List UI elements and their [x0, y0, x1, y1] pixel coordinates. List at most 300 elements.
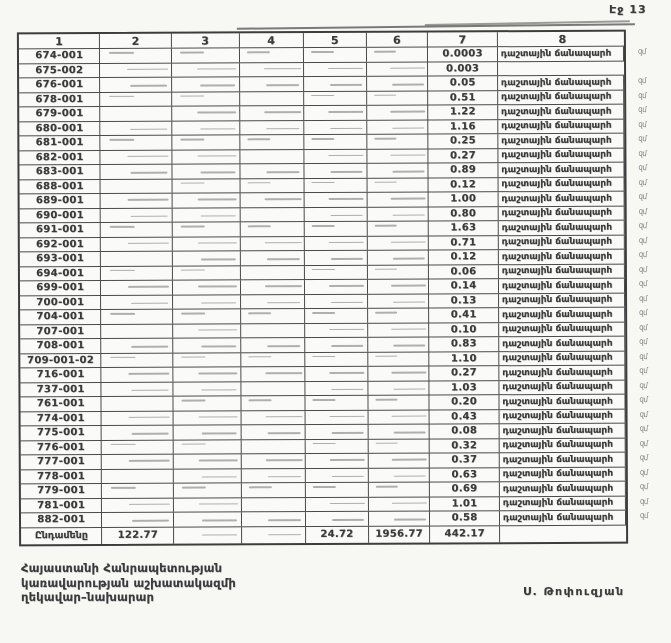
empty-cell — [367, 77, 429, 91]
area-value-cell: 1.00 — [429, 192, 499, 206]
empty-cell — [240, 280, 305, 294]
area-value-cell: 0.80 — [429, 207, 499, 221]
parcel-code-cell: 776-001 — [21, 440, 103, 454]
parcel-code-cell: 690-001 — [20, 208, 102, 222]
empty-cell — [174, 411, 242, 425]
empty-cell — [101, 252, 173, 266]
empty-cell — [240, 164, 305, 178]
empty-cell — [240, 179, 305, 193]
area-value-cell: 0.32 — [430, 439, 500, 453]
road-note-cell: դաշտային ճանապարհ — [498, 177, 624, 191]
empty-cell — [306, 381, 369, 395]
empty-cell — [368, 454, 430, 468]
parcel-code-cell: 682-001 — [19, 150, 101, 164]
empty-cell — [305, 222, 368, 236]
empty-cell — [240, 251, 305, 265]
road-note-cell: դաշտային ճանապարհ — [500, 467, 626, 481]
empty-cell — [367, 222, 429, 236]
empty-cell — [304, 91, 367, 105]
area-value-cell: 0.41 — [429, 308, 499, 322]
road-note-cell: դաշտային ճանապարհ — [499, 308, 625, 322]
empty-cell — [172, 92, 240, 106]
area-value-cell: 0.83 — [429, 337, 499, 351]
area-value-cell: 0.0003 — [428, 47, 498, 61]
handwritten-margin-mark: զմ — [637, 46, 647, 57]
handwritten-margin-mark: զմ — [638, 133, 647, 144]
area-value-cell: 0.71 — [429, 236, 499, 250]
parcel-code-cell: 688-001 — [20, 179, 102, 193]
empty-cell — [239, 48, 304, 62]
empty-cell — [102, 368, 174, 382]
parcel-code-cell: 679-001 — [19, 107, 101, 121]
empty-cell — [306, 483, 369, 497]
handwritten-margin-mark: զմ — [638, 307, 648, 318]
empty-cell — [305, 280, 368, 294]
empty-cell — [368, 338, 430, 352]
parcel-code-cell: 678-001 — [19, 92, 101, 106]
empty-cell — [173, 396, 241, 410]
empty-cell — [305, 352, 368, 366]
handwritten-margin-mark: զմ — [638, 177, 647, 188]
empty-cell — [305, 236, 368, 250]
empty-cell — [173, 193, 241, 207]
empty-cell — [240, 77, 305, 91]
road-note-cell: դաշտային ճանապարհ — [499, 279, 625, 293]
empty-cell — [174, 498, 242, 512]
empty-cell — [241, 411, 306, 425]
empty-cell — [102, 411, 174, 425]
empty-cell — [306, 396, 369, 410]
empty-cell — [368, 251, 430, 265]
total-col6-cell: 1956.77 — [369, 526, 431, 542]
empty-cell — [101, 179, 173, 193]
empty-cell — [367, 62, 429, 76]
empty-cell — [305, 294, 368, 308]
handwritten-margin-mark: զմ — [639, 452, 649, 463]
empty-cell — [172, 135, 240, 149]
area-value-cell: 0.63 — [430, 468, 500, 482]
authority-line: կառավարության աշխատակազմի — [21, 575, 236, 590]
empty-cell — [101, 223, 173, 237]
empty-cell — [173, 324, 241, 338]
empty-cell — [305, 265, 368, 279]
empty-cell — [240, 106, 305, 120]
empty-cell — [304, 135, 367, 149]
total-col2-cell: 122.77 — [102, 527, 174, 543]
empty-cell — [241, 498, 306, 512]
road-note-cell: դաշտային ճանապարհ — [499, 438, 625, 452]
road-note-cell: դաշտային ճանապարհ — [498, 76, 624, 90]
empty-cell — [240, 150, 305, 164]
parcel-code-cell: 694-001 — [20, 266, 102, 280]
empty-cell — [101, 237, 173, 251]
empty-cell — [368, 468, 430, 482]
road-note-cell: դաշտային ճանապարհ — [499, 395, 625, 409]
empty-cell — [367, 106, 429, 120]
issuing-authority-block — [21, 561, 236, 605]
empty-cell — [173, 382, 241, 396]
empty-cell — [367, 193, 429, 207]
empty-cell — [102, 382, 174, 396]
empty-cell — [367, 164, 429, 178]
empty-cell — [368, 367, 430, 381]
handwritten-margin-mark: զմ — [639, 394, 648, 405]
parcel-code-cell: 693-001 — [20, 252, 102, 266]
handwritten-margin-mark: զմ — [638, 206, 648, 217]
parcel-code-cell: 689-001 — [20, 194, 102, 208]
parcel-code-cell: 774-001 — [21, 411, 103, 425]
empty-cell — [305, 367, 368, 381]
handwritten-margin-mark: զմ — [638, 249, 648, 260]
parcel-code-cell: 676-001 — [19, 78, 101, 92]
road-note-cell: դաշտային ճանապարհ — [499, 424, 625, 438]
empty-cell — [173, 179, 241, 193]
empty-cell — [102, 484, 174, 498]
empty-cell — [240, 208, 305, 222]
empty-cell — [173, 208, 241, 222]
road-note-cell: դաշտային ճանապարհ — [499, 409, 625, 423]
parcel-code-cell: 779-001 — [21, 484, 103, 498]
road-note-cell: դաշտային ճանապարհ — [499, 380, 625, 394]
empty-cell — [101, 208, 173, 222]
area-value-cell: 0.08 — [430, 424, 500, 438]
area-value-cell: 0.12 — [429, 178, 499, 192]
empty-cell — [241, 469, 306, 483]
empty-cell — [304, 62, 367, 76]
area-value-cell: 0.20 — [430, 395, 500, 409]
area-value-cell: 0.14 — [429, 279, 499, 293]
empty-cell — [368, 280, 430, 294]
empty-cell — [367, 236, 429, 250]
road-note-cell: դաշտային ճանապարհ — [498, 90, 624, 104]
parcel-code-cell: 777-001 — [21, 455, 103, 469]
parcel-code-cell: 708-001 — [20, 339, 102, 353]
empty-cell — [304, 106, 367, 120]
empty-cell — [368, 439, 430, 453]
column-header: 8 — [558, 32, 567, 46]
column-header: 3 — [172, 33, 240, 47]
road-note-cell: դաշտային ճանապարհ — [498, 163, 624, 177]
handwritten-margin-mark: զմ — [638, 293, 648, 304]
handwritten-margin-mark: զմ — [638, 162, 647, 173]
road-note-cell: դաշտային ճանապարհ — [499, 250, 625, 264]
empty-cell — [305, 207, 368, 221]
road-note-cell: դաշտային ճանապարհ — [498, 148, 624, 162]
area-value-cell: 0.25 — [429, 134, 499, 148]
area-value-cell: 0.69 — [430, 482, 500, 496]
empty-cell — [241, 367, 306, 381]
parcel-code-cell: 704-001 — [20, 310, 102, 324]
road-note-cell: դաշտային ճանապարհ — [499, 366, 625, 380]
empty-cell — [174, 512, 242, 526]
empty-cell — [368, 265, 430, 279]
road-note-cell: դաշտային ճանապարհ — [498, 105, 624, 119]
handwritten-margin-mark: զմ — [638, 264, 648, 275]
empty-cell — [101, 78, 173, 92]
empty-cell — [305, 251, 368, 265]
empty-cell — [173, 237, 241, 251]
empty-cell — [305, 149, 368, 163]
empty-cell — [172, 106, 240, 120]
empty-cell — [101, 266, 173, 280]
empty-cell — [369, 512, 431, 526]
road-note-cell: դաշտային ճանապարհ — [498, 206, 624, 220]
road-note-cell: դաշտային ճանապարհ — [499, 264, 625, 278]
empty-cell — [100, 63, 172, 77]
handwritten-margin-mark: զմ — [639, 438, 649, 449]
empty-cell — [173, 280, 241, 294]
empty-cell — [306, 454, 369, 468]
empty-cell — [102, 513, 174, 527]
empty-cell — [241, 440, 306, 454]
empty-cell — [101, 121, 173, 135]
empty-cell — [368, 425, 430, 439]
empty-cell — [369, 497, 431, 511]
empty-cell — [241, 396, 306, 410]
empty-cell — [305, 338, 368, 352]
empty-cell — [240, 135, 305, 149]
empty-cell — [305, 193, 368, 207]
area-value-cell: 1.63 — [429, 221, 499, 235]
area-value-cell: 0.12 — [429, 250, 499, 264]
total-row — [21, 524, 626, 544]
empty-cell — [241, 454, 306, 468]
empty-cell — [102, 498, 174, 512]
handwritten-margin-mark: զմ — [639, 496, 649, 507]
handwritten-margin-mark: զմ — [639, 467, 649, 478]
parcel-code-cell: 680-001 — [19, 121, 101, 135]
empty-cell — [241, 425, 306, 439]
empty-cell — [500, 525, 626, 542]
parcel-code-cell: 775-001 — [21, 426, 103, 440]
road-note-cell: դաշտային ճանապարհ — [498, 119, 624, 133]
parcel-code-cell: 692-001 — [20, 237, 102, 251]
handwritten-margin-mark: զմ — [639, 423, 649, 434]
empty-cell — [102, 440, 174, 454]
table-body — [19, 46, 649, 527]
empty-cell — [240, 92, 305, 106]
area-value-cell: 1.03 — [430, 381, 500, 395]
road-note-cell: դաշտային ճանապարհ — [499, 351, 625, 365]
empty-cell — [102, 455, 174, 469]
total-col5-cell: 24.72 — [306, 526, 369, 542]
area-value-cell: 0.58 — [430, 511, 500, 525]
empty-cell — [173, 309, 241, 323]
empty-cell — [242, 527, 307, 543]
parcel-code-cell: 681-001 — [19, 136, 101, 150]
empty-cell — [240, 63, 305, 77]
empty-cell — [368, 323, 430, 337]
parcel-code-cell: 707-001 — [20, 324, 102, 338]
empty-cell — [242, 512, 307, 526]
empty-cell — [305, 309, 368, 323]
empty-cell — [305, 178, 368, 192]
empty-cell — [101, 194, 173, 208]
page-number-label: Էջ 13 — [609, 3, 647, 16]
empty-cell — [368, 294, 430, 308]
column-header: 2 — [100, 34, 172, 48]
total-label-cell: Ընդամենը — [21, 527, 103, 543]
parcel-code-cell: 737-001 — [20, 382, 102, 396]
parcel-code-cell: 675-002 — [19, 63, 101, 77]
road-note-cell: դաշտային ճանապարհ — [499, 293, 625, 307]
empty-cell — [367, 91, 429, 105]
parcel-code-cell: 699-001 — [20, 281, 102, 295]
empty-cell — [368, 396, 430, 410]
area-value-cell: 1.22 — [428, 105, 498, 119]
empty-cell — [101, 107, 173, 121]
empty-cell — [174, 454, 242, 468]
parcel-code-cell: 674-001 — [19, 49, 101, 63]
parcel-code-cell: 761-001 — [20, 397, 102, 411]
area-value-cell: 0.27 — [430, 366, 500, 380]
empty-cell — [101, 92, 173, 106]
area-value-cell: 0.37 — [430, 453, 500, 467]
empty-cell — [102, 426, 174, 440]
parcel-code-cell: 716-001 — [20, 368, 102, 382]
empty-cell — [240, 222, 305, 236]
handwritten-margin-mark: զմ — [639, 409, 648, 420]
parcel-code-cell: 683-001 — [19, 165, 101, 179]
empty-cell — [101, 136, 173, 150]
empty-cell — [172, 63, 240, 77]
total-col7-cell: 442.17 — [430, 526, 500, 542]
handwritten-margin-mark: զմ — [639, 365, 648, 376]
area-value-cell: 0.05 — [428, 76, 498, 90]
empty-cell — [102, 397, 174, 411]
area-value-cell: 1.01 — [430, 497, 500, 511]
parcel-code-cell: 882-001 — [21, 513, 103, 527]
empty-cell — [241, 483, 306, 497]
empty-cell — [101, 165, 173, 179]
parcel-table — [17, 30, 649, 546]
road-note-cell: դաշտային ճանապարհ — [499, 337, 625, 351]
empty-cell — [174, 483, 242, 497]
empty-cell — [306, 512, 369, 526]
handwritten-margin-mark: զմ — [637, 90, 647, 101]
parcel-code-cell: 778-001 — [21, 469, 103, 483]
empty-cell — [367, 207, 429, 221]
area-value-cell: 0.003 — [428, 62, 498, 76]
empty-cell — [368, 352, 430, 366]
empty-cell — [368, 309, 430, 323]
empty-cell — [102, 339, 174, 353]
empty-cell — [241, 338, 306, 352]
empty-cell — [367, 135, 429, 149]
empty-cell — [173, 295, 241, 309]
empty-cell — [101, 150, 173, 164]
empty-cell — [172, 48, 240, 62]
empty-cell — [368, 381, 430, 395]
road-note-cell: դաշտային ճանապարհ — [500, 453, 626, 467]
empty-cell — [240, 266, 305, 280]
empty-cell — [173, 266, 241, 280]
empty-cell — [101, 295, 173, 309]
empty-cell — [101, 281, 173, 295]
handwritten-margin-mark: զմ — [639, 481, 649, 492]
handwritten-margin-mark: զմ — [637, 104, 647, 115]
empty-cell — [304, 77, 367, 91]
road-note-cell: դաշտային ճանապարհ — [498, 134, 624, 148]
parcel-code-cell: 781-001 — [21, 498, 103, 512]
column-header: 7 — [428, 32, 498, 46]
handwritten-margin-mark: զմ — [637, 119, 647, 130]
empty-cell — [174, 440, 242, 454]
road-note-cell: դաշտային ճանապարհ — [498, 192, 624, 206]
parcel-code-cell: 691-001 — [20, 223, 102, 237]
empty-cell — [241, 353, 306, 367]
column-header: 6 — [367, 33, 429, 47]
handwritten-margin-mark: զմ — [637, 75, 647, 86]
empty-cell — [174, 527, 242, 543]
handwritten-margin-mark: զմ — [638, 148, 647, 159]
handwritten-margin-mark: զմ — [639, 380, 648, 391]
column-header: 1 — [19, 34, 101, 48]
empty-cell — [367, 149, 429, 163]
empty-cell — [240, 121, 305, 135]
area-value-cell: 0.13 — [429, 294, 499, 308]
empty-cell — [241, 324, 306, 338]
empty-cell — [172, 164, 240, 178]
empty-cell — [102, 469, 174, 483]
empty-cell — [173, 367, 241, 381]
empty-cell — [306, 497, 369, 511]
empty-cell — [241, 309, 306, 323]
handwritten-margin-mark: զմ — [638, 191, 648, 202]
empty-cell — [369, 483, 431, 497]
empty-cell — [173, 251, 241, 265]
empty-cell — [306, 439, 369, 453]
road-note-cell: դաշտային ճանապարհ — [499, 322, 625, 336]
column-header: 4 — [239, 33, 304, 47]
empty-cell — [100, 49, 172, 63]
road-note-cell: դաշտային ճանապարհ — [499, 221, 625, 235]
empty-cell — [240, 237, 305, 251]
road-note-cell: դաշտային ճանապարհ — [500, 482, 626, 496]
empty-cell — [368, 410, 430, 424]
empty-cell — [305, 323, 368, 337]
parcel-code-cell: 709-001-02 — [20, 353, 102, 367]
road-note-cell: դաշտային ճանապարհ — [498, 47, 624, 61]
empty-cell — [367, 48, 429, 62]
signatory-name: Ս. Թոփուզյան — [523, 585, 625, 598]
area-value-cell: 0.06 — [429, 265, 499, 279]
empty-cell — [174, 469, 242, 483]
empty-cell — [102, 310, 174, 324]
empty-cell — [367, 120, 429, 134]
empty-cell — [304, 120, 367, 134]
parcel-code-cell: 700-001 — [20, 295, 102, 309]
empty-cell — [173, 338, 241, 352]
area-value-cell: 1.10 — [430, 352, 500, 366]
handwritten-margin-mark: զմ — [638, 220, 648, 231]
empty-cell — [173, 222, 241, 236]
empty-cell — [305, 164, 368, 178]
handwritten-margin-mark: զմ — [638, 278, 648, 289]
area-value-cell: 1.16 — [429, 120, 499, 134]
empty-cell — [241, 382, 306, 396]
empty-cell — [241, 295, 306, 309]
empty-cell — [306, 468, 369, 482]
handwritten-margin-mark: զմ — [638, 336, 648, 347]
empty-cell — [306, 410, 369, 424]
road-note-cell: դաշտային ճանապարհ — [500, 511, 626, 525]
handwritten-margin-mark: զմ — [638, 322, 648, 333]
empty-cell — [102, 324, 174, 338]
area-value-cell: 0.51 — [428, 91, 498, 105]
empty-cell — [172, 77, 240, 91]
road-note-cell: դաշտային ճանապարհ — [500, 496, 626, 510]
